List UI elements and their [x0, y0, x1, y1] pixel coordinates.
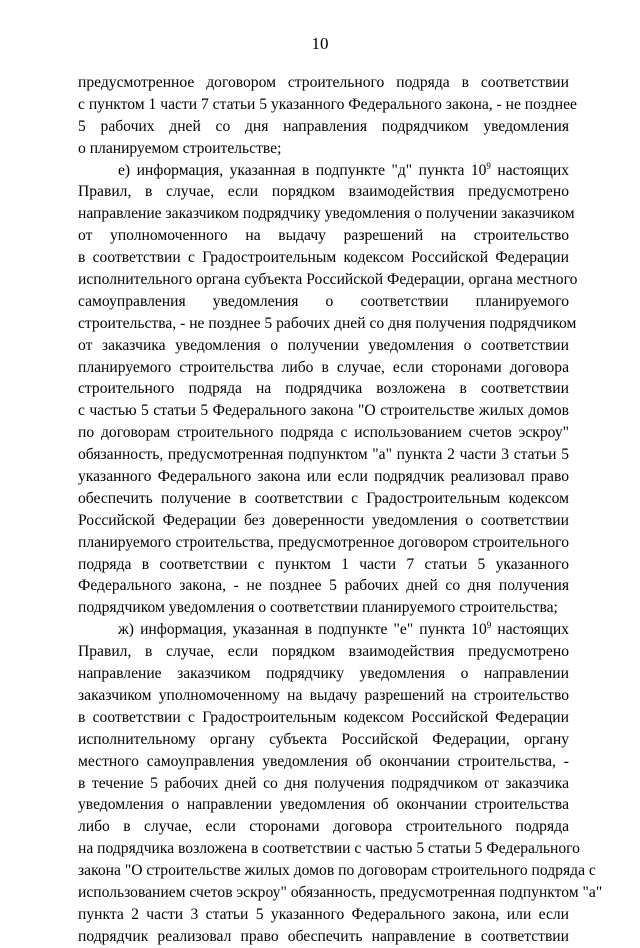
text-line-content: строительства, - не позднее 5 рабочих дней со дня получения подрядчиком [78, 314, 577, 332]
text-line [78, 554, 569, 576]
text-line [78, 904, 569, 926]
text-line [78, 685, 569, 707]
text-line-content: указанного Федерального закона или если подрядчик реализовал право [78, 468, 569, 486]
text-line [78, 575, 569, 597]
text-line-content: Российской Федерации без доверенности уведомления о соответствии [78, 511, 569, 529]
text-line-content: пункта 2 части 3 статьи 5 указанного Федерального закона, или если [78, 905, 569, 923]
text-line [78, 400, 569, 422]
page-number: 10 [311, 34, 329, 53]
text-line [78, 72, 569, 94]
text-line [78, 291, 569, 313]
text-line [78, 510, 569, 532]
text-line-content: Федерального закона, - не позднее 5 рабочих дней со дня получения [78, 577, 569, 595]
text-line [78, 532, 569, 554]
text-line-content: планируемого строительства, предусмотренное договором строительного [78, 533, 569, 551]
text-line-content: в соответствии с Градостроительным кодексом Российской Федерации [78, 708, 569, 726]
text-line-content: в течение 5 рабочих дней со дня получения подрядчиком от заказчика [78, 774, 569, 792]
text-line-content: на подрядчика возложена в соответствии с частью 5 статьи 5 Федерального [78, 840, 580, 858]
text-line [78, 225, 569, 247]
text-line-content: самоуправления уведомления о соответствии планируемого [78, 292, 569, 310]
text-line [78, 860, 596, 882]
text-line-continuation: настоящих [490, 161, 569, 179]
text-line [78, 729, 569, 751]
text-line-continuation: настоящих [491, 621, 569, 639]
text-line [78, 751, 569, 773]
text-line-content: подряда в соответствии с пунктом 1 части 7 статьи 5 указанного [78, 555, 569, 573]
text-line-content: ж) информация, указанная в подпункте "е" пункта 10 [118, 621, 487, 639]
text-line-content: Правил, в случае, если порядком взаимодействия предусмотрено [78, 183, 569, 201]
text-line [78, 641, 569, 663]
text-line [78, 707, 569, 729]
text-line [78, 247, 569, 269]
text-line [78, 94, 577, 116]
text-line [78, 138, 569, 160]
text-line [78, 926, 569, 948]
text-line-content: обеспечить получение в соответствии с Градостроительным кодексом [78, 489, 569, 507]
text-line-content: с частью 5 статьи 5 Федерального закона "О строительстве жилых домов [78, 402, 569, 420]
superscript: 9 [486, 620, 492, 631]
text-line [78, 160, 569, 182]
text-line [78, 378, 569, 400]
text-line-content: подрядчик реализовал право обеспечить направление в соответствии [78, 927, 569, 945]
text-line [78, 488, 569, 510]
text-line-content: от уполномоченного на выдачу разрешений на строительство [78, 227, 569, 245]
text-line-content: исполнительному органу субъекта Российской Федерации, органу [78, 730, 569, 748]
text-line-content: строительного подряда на подрядчика возложена в соответствии [78, 380, 569, 398]
text-line-content: по договорам строительного подряда с использованием счетов эскроу" [78, 424, 569, 442]
text-line [78, 773, 569, 795]
text-line-content: обязанность, предусмотренная подпунктом "а" пункта 2 части 3 статьи 5 [78, 446, 569, 464]
text-line-content: исполнительного органа субъекта Российской Федерации, органа местного [78, 271, 578, 289]
text-line [78, 116, 569, 138]
text-line-content: в соответствии с Градостроительным кодексом Российской Федерации [78, 249, 569, 267]
text-line-content: 5 рабочих дней со дня направления подрядчиком уведомления [78, 117, 569, 135]
text-line [78, 882, 603, 904]
text-line [78, 357, 569, 379]
text-line-content: планируемого строительства либо в случае, если сторонами договора [78, 358, 569, 376]
text-line [78, 663, 569, 685]
text-line [78, 422, 569, 444]
text-line [78, 838, 580, 860]
text-line-content: подрядчиком уведомления о соответствии планируемого строительства; [78, 599, 558, 617]
text-line [78, 444, 569, 466]
text-line [78, 619, 569, 641]
text-line-content: закона "О строительстве жилых домов по договорам строительного подряда с [78, 862, 596, 880]
document-body [78, 72, 603, 948]
text-line-content: либо в случае, если сторонами договора строительного подряда [78, 818, 569, 836]
text-line-content: с пунктом 1 части 7 статьи 5 указанного Федерального закона, - не позднее [78, 95, 577, 113]
text-line-content: направление заказчиком подрядчику уведомления о получении заказчиком [78, 205, 575, 223]
text-line-content: заказчиком уполномоченному на выдачу разрешений на строительство [78, 686, 569, 704]
text-line [78, 816, 569, 838]
text-line-content: Правил, в случае, если порядком взаимодействия предусмотрено [78, 643, 569, 661]
text-line [78, 313, 577, 335]
text-line [78, 203, 575, 225]
text-line-content: о планируемом строительстве; [78, 139, 282, 157]
text-line-content: от заказчика уведомления о получении уведомления о соответствии [78, 336, 569, 354]
text-line [78, 269, 578, 291]
text-line-content: направление заказчиком подрядчику уведомления о направлении [78, 665, 569, 683]
text-line [78, 466, 569, 488]
text-line-content: уведомления о направлении уведомления об окончании строительства [78, 796, 569, 814]
text-line-content: предусмотренное договором строительного подряда в соответствии [78, 74, 569, 91]
text-line [78, 597, 569, 619]
text-line-content: использованием счетов эскроу" обязанность, предусмотренная подпунктом "а" [78, 883, 603, 901]
text-line [78, 794, 569, 816]
text-line-content: местного самоуправления уведомления об окончании строительства, - [78, 752, 569, 770]
superscript: 9 [486, 160, 491, 171]
text-line [78, 335, 569, 357]
text-line-content: е) информация, указанная в подпункте "д" пункта 10 [118, 161, 487, 179]
text-line [78, 181, 569, 203]
